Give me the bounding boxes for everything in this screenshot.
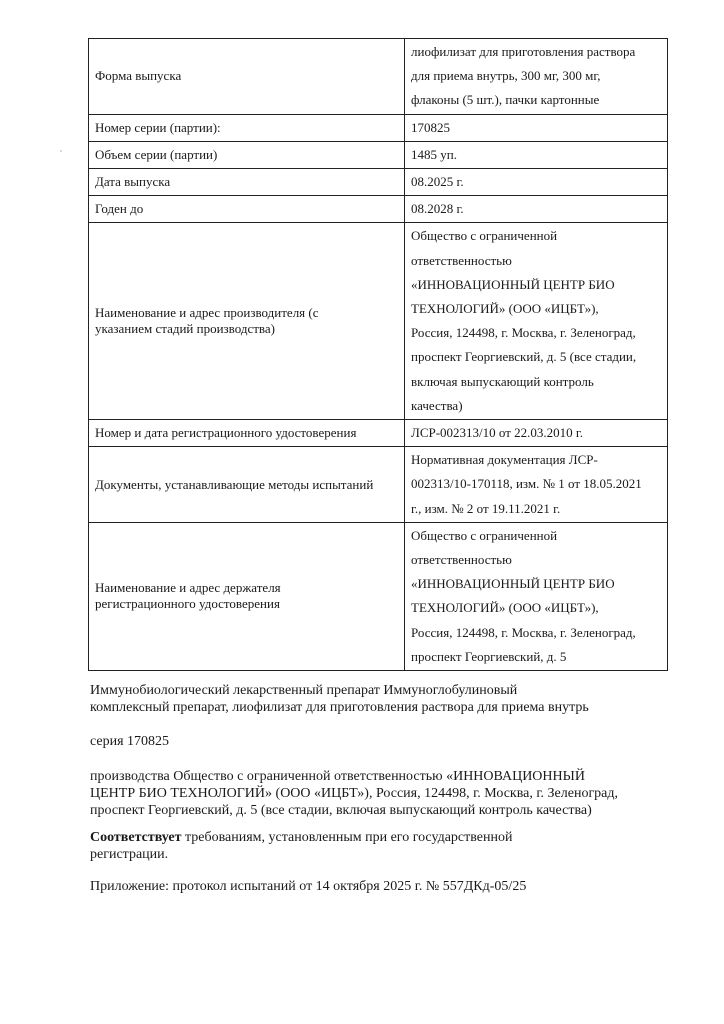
row-label (89, 39, 405, 115)
table-row (89, 141, 668, 168)
release-info-table (88, 38, 668, 671)
row-label-line: Номер серии (партии): (95, 119, 221, 135)
row-label-line: Номер и дата регистрационного удостоверения (95, 425, 357, 441)
row-value (405, 223, 668, 420)
conformity-text: требованиям, установленным при его государственной (181, 830, 513, 845)
row-label-line: Годен до (95, 201, 144, 217)
row-value-line: проспект Георгиевский, д. 5 (411, 648, 567, 664)
table-row (89, 196, 668, 223)
row-label (89, 196, 405, 223)
row-label (89, 522, 405, 670)
product-line: комплексный препарат, лиофилизат для приготовления раствора для приема внутрь (90, 700, 589, 715)
row-label-line: Объем серии (партии) (95, 146, 218, 162)
conformity-line (90, 829, 680, 846)
row-label (89, 169, 405, 196)
annex-reference: Приложение: протокол испытаний от 14 октября 2025 г. № 557ДКд-05/25 (90, 879, 527, 894)
row-value-line: Общество с ограниченной (411, 228, 558, 244)
row-value-line: ТЕХНОЛОГИЙ» (ООО «ИЦБТ»), (411, 600, 599, 616)
row-value (405, 114, 668, 141)
row-value-line: лиофилизат для приготовления раствора (411, 44, 636, 59)
row-value-line: Россия, 124498, г. Москва, г. Зеленоград, (411, 624, 636, 640)
conformity-keyword: Соответствует (90, 830, 182, 845)
table-row (89, 223, 668, 420)
row-value-line: 170825 (411, 119, 450, 135)
row-value (405, 196, 668, 223)
row-value-line: ответственностью (411, 252, 512, 268)
row-label-line: Документы, устанавливающие методы испытаний (95, 476, 374, 492)
row-label (89, 114, 405, 141)
row-value-line: ответственностью (411, 552, 512, 568)
table-row (89, 39, 668, 115)
product-description (90, 682, 680, 733)
row-label (89, 447, 405, 523)
conformity-statement (90, 829, 680, 878)
row-label (89, 141, 405, 168)
product-line: Иммунобиологический лекарственный препарат Иммуноглобулиновый (90, 683, 518, 698)
table-row (89, 420, 668, 447)
row-label-line: Дата выпуска (95, 174, 171, 190)
row-value-line: проспект Георгиевский, д. 5 (все стадии, (411, 349, 637, 365)
row-value-line: для приема внутрь, 300 мг, 300 мг, (411, 68, 601, 84)
row-label (89, 420, 405, 447)
row-value-line: «ИННОВАЦИОННЫЙ ЦЕНТР БИО (411, 276, 615, 292)
row-value (405, 39, 668, 115)
manufacturer-line: проспект Георгиевский, д. 5 (все стадии, включая выпускающий контроль качества) (90, 803, 592, 818)
row-value-line: Общество с ограниченной (411, 527, 558, 543)
row-value-line: 1485 уп. (411, 146, 457, 162)
row-label-line: Наименование и адрес держателя (95, 580, 281, 596)
row-label-line: регистрационного удостоверения (95, 596, 280, 612)
row-value (405, 169, 668, 196)
row-value (405, 447, 668, 523)
row-label (89, 223, 405, 420)
scan-speck (60, 150, 62, 152)
row-value-line: 002313/10-170118, изм. № 1 от 18.05.2021 (411, 476, 642, 492)
conclusion-text (90, 682, 680, 895)
row-value-line: Нормативная документация ЛСР- (411, 452, 598, 468)
manufacturer-description (90, 768, 680, 829)
manufacturer-line: ЦЕНТР БИО ТЕХНОЛОГИЙ» (ООО «ИЦБТ»), Россия, 124498, г. Москва, г. Зеленоград, (90, 786, 619, 801)
conformity-line: регистрации. (90, 847, 169, 862)
row-value-line: г., изм. № 2 от 19.11.2021 г. (411, 500, 561, 516)
row-value-line: Россия, 124498, г. Москва, г. Зеленоград, (411, 325, 636, 341)
table-row (89, 522, 668, 670)
row-label-line: указанием стадий производства) (95, 321, 275, 337)
row-value-line: 08.2028 г. (411, 201, 464, 217)
series-number: серия 170825 (90, 734, 170, 749)
row-value (405, 141, 668, 168)
table-row (89, 114, 668, 141)
row-value (405, 522, 668, 670)
row-label-line: Форма выпуска (95, 68, 182, 84)
row-value-line: флаконы (5 шт.), пачки картонные (411, 92, 600, 108)
table-row (89, 447, 668, 523)
row-value-line: ЛСР-002313/10 от 22.03.2010 г. (411, 425, 584, 441)
row-value (405, 420, 668, 447)
row-value-line: качества) (411, 397, 463, 413)
row-value-line: включая выпускающий контроль (411, 373, 594, 389)
manufacturer-line: производства Общество с ограниченной ответственностью «ИННОВАЦИОННЫЙ (90, 769, 585, 784)
row-value-line: ТЕХНОЛОГИЙ» (ООО «ИЦБТ»), (411, 301, 599, 317)
release-info-table-body (89, 39, 668, 671)
row-label-line: Наименование и адрес производителя (с (95, 305, 319, 321)
row-value-line: 08.2025 г. (411, 174, 464, 190)
table-row (89, 169, 668, 196)
row-value-line: «ИННОВАЦИОННЫЙ ЦЕНТР БИО (411, 576, 615, 592)
